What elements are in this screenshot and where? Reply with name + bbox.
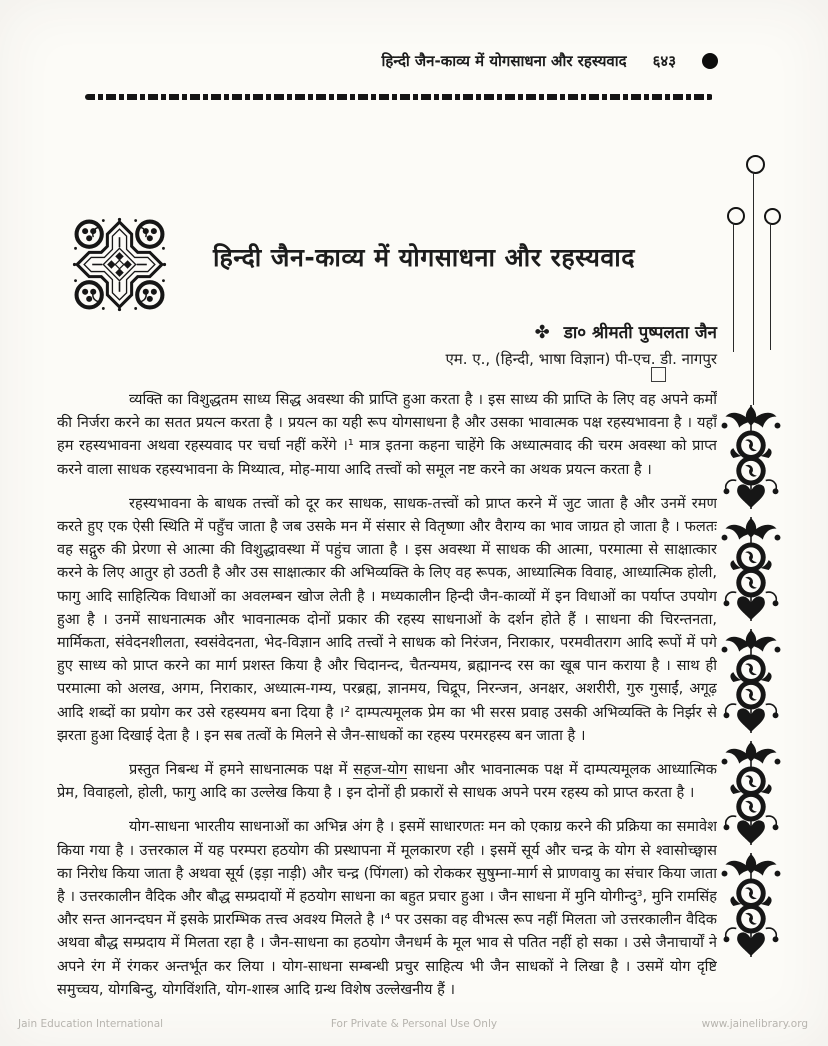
paragraph-3-text: प्रस्तुत निबन्ध में हमने साधनात्मक पक्ष में bbox=[129, 761, 354, 779]
footer-left-text: Jain Education International bbox=[18, 1018, 164, 1030]
paragraph-1: व्यक्ति का विशुद्धतम साध्य सिद्ध अवस्था की प्राप्ति हुआ करता है । इस साध्य की प्राप्ति के लिए वह अपने कर्मों की निर्जरा करने का सतत प्रयत्न करता है । प्रयत्न का यही रूप योगसाधना है और उसका भावात्मक पक्ष रहस्यभावना है । यहाँ हम रहस्यभावना अथवा रहस्यवाद पर चर्चा नहीं करेंगे ।¹ मात्र इतना कहना चाहेंगे कि अध्यात्मवाद की चरम अवस्था को प्राप्त करने वाला साधक रहस्यभावना के मिथ्यात्व, मोह-माया आदि तत्त्वों को समूल नष्ट करने का अथक प्रयत्न करता है । bbox=[57, 391, 717, 478]
running-head bbox=[0, 51, 718, 71]
damask-motif-icon bbox=[719, 741, 783, 845]
paragraph-3 bbox=[57, 758, 717, 804]
circle-ornament-icon bbox=[764, 208, 781, 225]
circle-ornament-icon bbox=[746, 155, 765, 174]
flower-mark-icon: ✤ bbox=[534, 322, 550, 343]
paragraph-4: योग-साधना भारतीय साधनाओं का अभिन्न अंग है । इसमें साधारणतः मन को एकाग्र करने की प्रक्रिया का समावेश किया गया है । उत्तरकाल में यह परम्परा हठयोग की प्रस्थापना में मूलकारण रही । इसमें सूर्य और चन्द्र के योग से श्वासोच्छ्वास का निरोध किया जाता है अथवा सूर्य (इड़ा नाड़ी) और चन्द्र (पिंगला) को रोककर सुषुम्ना-मार्ग से प्राणवायु का संचार किया जाता है । उत्तरकालीन वैदिक और बौद्ध सम्प्रदायों में हठयोग साधना का बहुत प्रचार हुआ । जैन साधना में मुनि योगीन्दु³, मुनि रामसिंह और सन्त आनन्दघन में इसके प्रारम्भिक तत्त्व अवश्य मिलते है ।⁴ पर उसका वह वीभत्स रूप नहीं मिलता जो उत्तरकालीन वैदिक अथवा बौद्ध सम्प्रदाय में मिलता रहा है । जैन-साधना का हठयोग जैनधर्म के मूल भाव से पतित नहीं हो सका । उसे जैनाचार्यों ने अपने रंग में रंगकर अन्तर्भूत कर लिया । योग-साधना सम्बन्धी प्रचुर साहित्य भी जैन साधकों ने लिखा है । उसमें योग दृष्टि समुच्चय, योगबिन्दु, योगविंशति, योग-शास्त्र आदि ग्रन्थ विशेष उल्लेखनीय हैं । bbox=[57, 818, 717, 998]
paragraph-3-text: साधना और भावनात्मक पक्ष में दाम्पत्यमूलक आध्यात्मिक प्रेम, विवाहलो, होली, फागु आदि का उल्लेख किया है । इन दोनों ही प्रकारों से साधक अपने परम रहस्य को प्राप्त करता है । bbox=[57, 761, 717, 802]
circle-ornament-icon bbox=[727, 207, 745, 225]
footer-right-text: www.jainelibrary.org bbox=[701, 1018, 808, 1030]
ornamental-border-column bbox=[719, 405, 783, 957]
author-credentials: एम. ए., (हिन्दी, भाषा विज्ञान) पी-एच. डी. नागपुर bbox=[445, 350, 717, 368]
author-line bbox=[535, 320, 717, 343]
damask-motif-icon bbox=[719, 405, 783, 509]
section-square-mark bbox=[651, 367, 666, 382]
ornament-tile-icon bbox=[72, 217, 167, 312]
decorative-dashed-rule bbox=[85, 94, 713, 100]
paragraph-2: रहस्यभावना के बाधक तत्त्वों को दूर कर साधक, साधक-तत्त्वों को प्राप्त करने में जुट जाता है और उनमें रमण करते हुए एक ऐसी स्थिति में पहुँच जाता है जब उसके मन में संसार से वितृष्णा और वैराग्य का भाव जाग्रत हो जाता है । फलतः वह सद्गुरु की प्रेरणा से आत्मा की विशुद्धावस्था में पहुंच जाता है । इस अवस्था में साधक की आत्मा, परमात्मा से साक्षात्कार करने के लिए आतुर हो उठती है और उस साक्षात्कार की अभिव्यक्ति के लिए वह रूपक, आध्यात्मिक विवाह, आध्यात्मिक होली, फागु आदि साहित्यिक विधाओं का अवलम्बन खोज लेती है । मध्यकालीन हिन्दी जैन-काव्यों में इन विधाओं का पर्याप्त उपयोग हुआ है । उनमें साधनात्मक और भावनात्मक दोनों प्रकार की रहस्य साधनाओं के दर्शन होते हैं । साधना की चिरन्तनता, मार्मिकता, संवेदनशीलता, स्वसंवेदनता, भेद-विज्ञान आदि तत्त्वों ने साधक को निरंजन, निराकार, परमवीतराग आदि रूपों में पगे हुए साध्य को प्राप्त करने का मार्ग प्रशस्त किया है और चिदानन्द, चैतन्यमय, ब्रह्मानन्द रस का खूब पान कराया है । साथ ही परमात्मा को अलख, अगम, निराकार, अध्यात्म-गम्य, परब्रह्म, ज्ञानमय, चिद्रूप, निरन्जन, अनक्षर, अशरीरी, गुरु गुसाईं, अगूढ़ आदि शब्दों का प्रयोग कर उसे रहस्यमय बना दिया है ।² दाम्पत्यमूलक प्रेम का भी सरस प्रवाह उसकी अभिव्यक्ति के निर्झर से झरता हुआ दिखाई देता है । इन सब तत्वों के मिलने से जैन-साधकों का रहस्य परमरहस्य बन जाता है । bbox=[57, 494, 717, 744]
footer-center-text: For Private & Personal Use Only bbox=[330, 1018, 498, 1030]
page-dot-icon bbox=[702, 53, 718, 69]
author-name: डा० श्रीमती पुष्पलता जैन bbox=[563, 323, 717, 343]
article-title: हिन्दी जैन-काव्य में योगसाधना और रहस्यवाद bbox=[213, 243, 636, 272]
drop-line bbox=[733, 223, 734, 352]
drop-line bbox=[770, 223, 771, 350]
page-number: ६४३ bbox=[652, 52, 676, 70]
damask-motif-icon bbox=[719, 517, 783, 621]
underlined-term: सहज-योग bbox=[353, 761, 408, 779]
damask-motif-icon bbox=[719, 629, 783, 733]
running-head-title: हिन्दी जैन-काव्य में योगसाधना और रहस्यवाद bbox=[381, 52, 627, 70]
article-body bbox=[57, 388, 717, 1012]
scan-footer bbox=[0, 1018, 828, 1034]
drop-line bbox=[753, 172, 754, 405]
damask-motif-icon bbox=[719, 853, 783, 957]
